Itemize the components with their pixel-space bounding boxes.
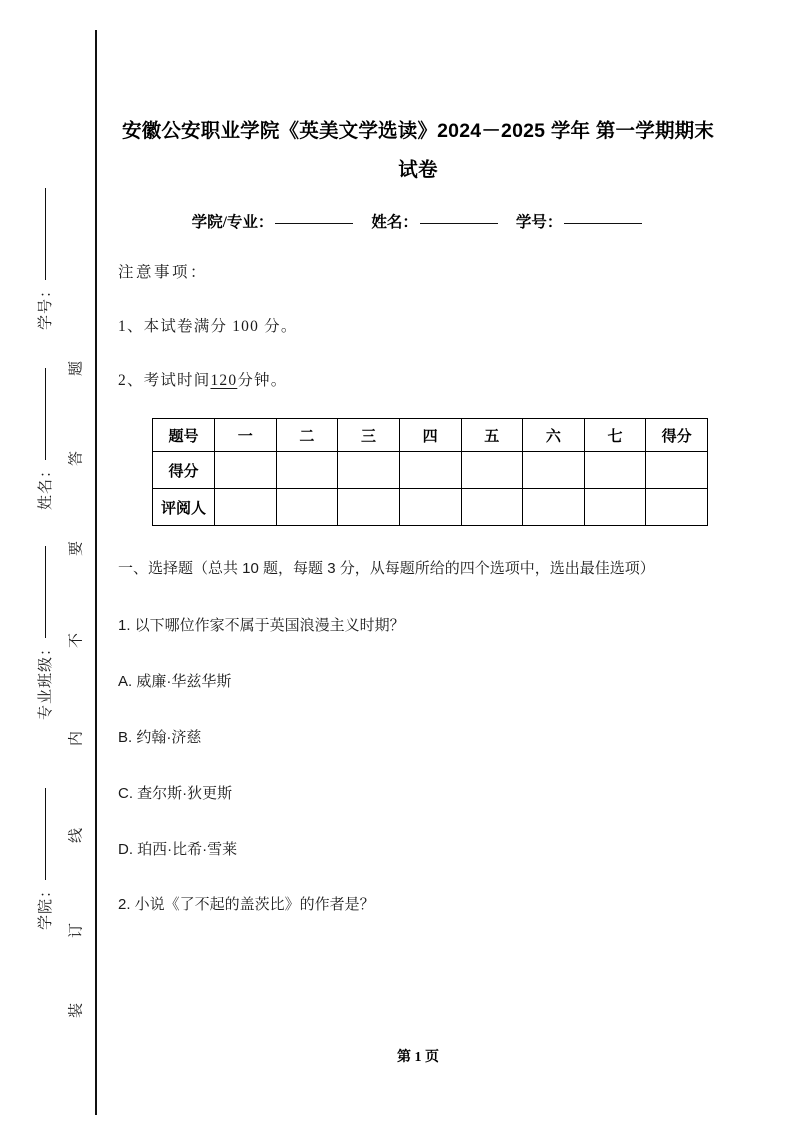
binding-warning-char-2: 要 [68, 541, 85, 557]
binding-warning-char-5: 线 [68, 828, 85, 844]
reviewer-cell-total[interactable] [646, 489, 708, 526]
score-cell-5[interactable] [461, 452, 523, 489]
binding-warning-char-7: 装 [68, 1003, 85, 1019]
binding-warning-char-4: 内 [68, 731, 85, 747]
student-id-label: 学号： [515, 214, 563, 231]
score-table-header-5: 五 [461, 419, 523, 452]
binding-label-college-blank[interactable] [45, 788, 46, 880]
student-info-line [118, 210, 718, 232]
score-table-header-2: 二 [276, 419, 338, 452]
score-table-header-0: 题号 [153, 419, 215, 452]
reviewer-cell-7[interactable] [584, 489, 646, 526]
question-1: 1. 以下哪位作家不属于英国浪漫主义时期？ [118, 617, 405, 634]
notice-item-2-suffix: 分钟。 [237, 372, 288, 389]
score-cell-6[interactable] [523, 452, 585, 489]
notice-item-2-prefix: 2、考试时间 [118, 372, 211, 389]
page-title [118, 0, 718, 190]
score-cell-7[interactable] [584, 452, 646, 489]
binding-warning-column [58, 0, 92, 1122]
binding-label-student-id-blank[interactable] [45, 188, 46, 280]
binding-label-name-blank[interactable] [45, 368, 46, 460]
exam-sheet [118, 0, 718, 1122]
binding-warning-char-3: 不 [68, 633, 85, 649]
score-table-header-6: 六 [523, 419, 585, 452]
question-2: 2. 小说《了不起的盖茨比》的作者是？ [118, 896, 375, 913]
binding-warning-char-0: 题 [68, 361, 85, 377]
reviewer-row-label: 评阅人 [153, 489, 215, 526]
notice-item-1-text: 1、本试卷满分 100 分。 [118, 318, 298, 335]
score-row-label: 得分 [153, 452, 215, 489]
binding-label-class-text: 专业班级： [38, 639, 54, 720]
binding-label-class-blank[interactable] [45, 546, 46, 638]
binding-margin [0, 0, 97, 1122]
reviewer-cell-3[interactable] [338, 489, 400, 526]
score-table-header-4: 四 [399, 419, 461, 452]
binding-label-college [34, 700, 55, 930]
table-row-score [153, 452, 708, 489]
binding-fill-label-column [0, 0, 52, 1122]
page-footer: 第 1 页 [397, 1050, 439, 1065]
binding-label-name [34, 280, 55, 510]
page-title-line-1: 安徽公安职业学院《英美文学选读》2024－2025 学年 [121, 120, 591, 142]
question-1-option-b[interactable]: B. 约翰·济慈 [118, 729, 202, 746]
binding-warning-char-1: 答 [68, 451, 85, 467]
binding-vertical-rule [95, 30, 97, 1115]
reviewer-cell-5[interactable] [461, 489, 523, 526]
question-1-option-a[interactable]: A. 威廉·华兹华斯 [118, 673, 232, 690]
table-row-reviewer [153, 489, 708, 526]
score-table-header-1: 一 [215, 419, 277, 452]
table-row-header [153, 419, 708, 452]
score-cell-4[interactable] [399, 452, 461, 489]
score-table-header-8: 得分 [646, 419, 708, 452]
college-major-label: 学院/专业： [191, 214, 274, 231]
score-table [152, 418, 708, 526]
section-heading-choice: 一、选择题（总共 10 题，每题 3 分，从每题所给的四个选项中，选出最佳选项） [118, 560, 655, 577]
notices-heading: 注意事项： [118, 264, 209, 281]
score-table-header-7: 七 [584, 419, 646, 452]
score-cell-3[interactable] [338, 452, 400, 489]
college-major-field[interactable] [275, 223, 353, 224]
question-1-option-d[interactable]: D. 珀西·比希·雪莱 [118, 841, 238, 858]
binding-label-college-text: 学院： [38, 881, 54, 930]
reviewer-cell-6[interactable] [523, 489, 585, 526]
notice-item-2 [118, 336, 718, 390]
score-cell-2[interactable] [276, 452, 338, 489]
notice-item-1 [118, 282, 718, 336]
binding-warning-char-6: 订 [68, 923, 85, 939]
name-label: 姓名： [371, 214, 418, 231]
question-1-option-c[interactable]: C. 查尔斯·狄更斯 [118, 785, 233, 802]
exam-duration-value: 120 [210, 372, 238, 389]
reviewer-cell-2[interactable] [276, 489, 338, 526]
score-table-header-3: 三 [338, 419, 400, 452]
reviewer-cell-1[interactable] [215, 489, 277, 526]
name-field[interactable] [420, 223, 498, 224]
binding-label-class [34, 490, 55, 720]
student-id-field[interactable] [564, 223, 642, 224]
binding-label-name-text: 姓名： [38, 461, 54, 510]
score-cell-1[interactable] [215, 452, 277, 489]
binding-label-student-id-text: 学号： [38, 281, 54, 330]
score-cell-total[interactable] [646, 452, 708, 489]
reviewer-cell-4[interactable] [399, 489, 461, 526]
page-title-line-2: 第一学期期末试卷 [398, 120, 715, 181]
